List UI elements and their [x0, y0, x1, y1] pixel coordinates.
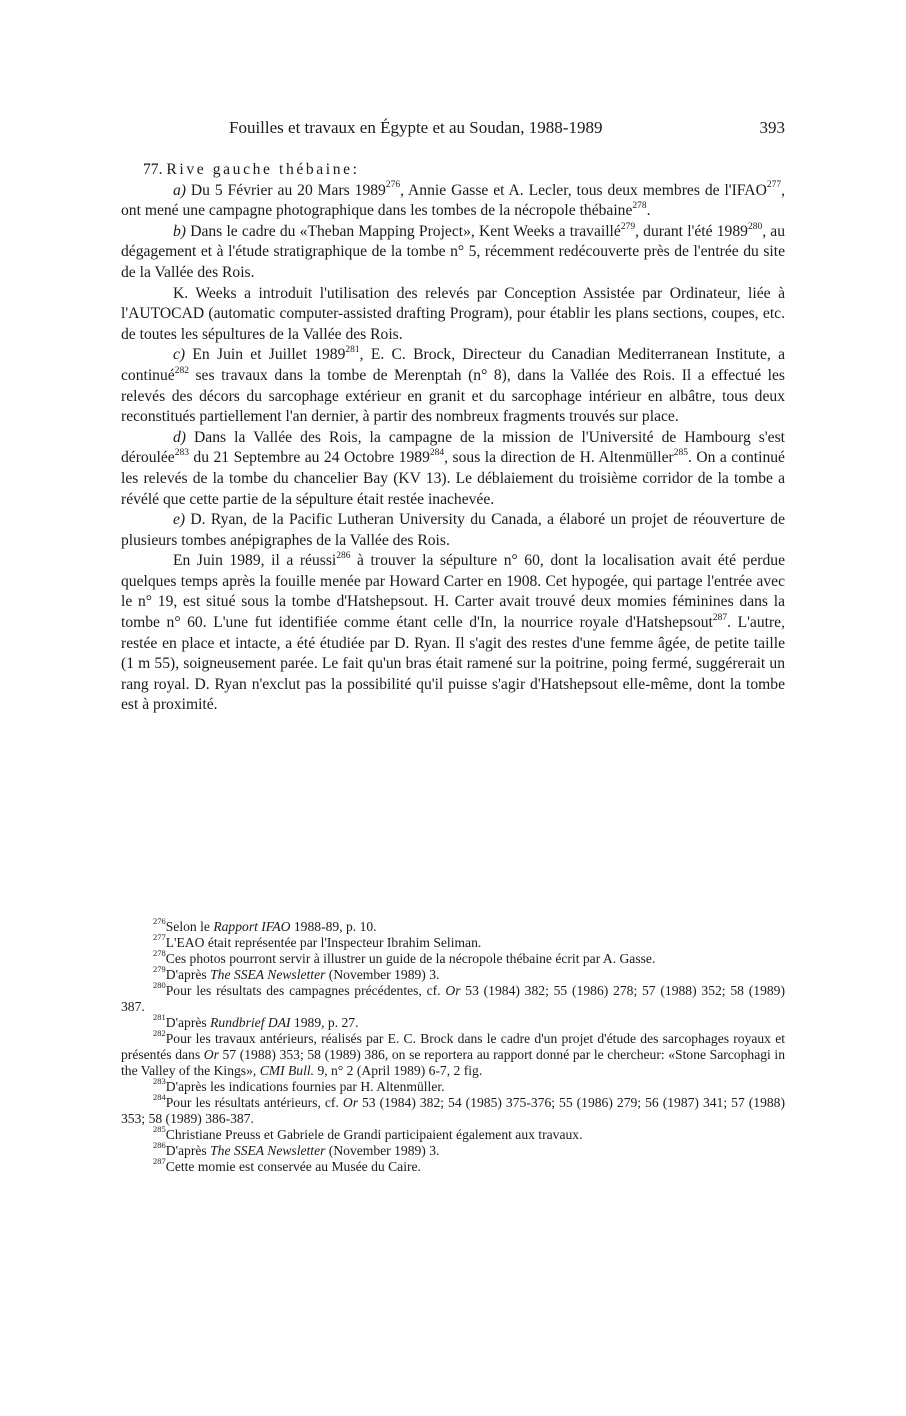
footnote-number: 279: [153, 964, 166, 975]
footnote-number: 280: [153, 980, 166, 991]
footnote-number: 276: [153, 916, 166, 927]
paragraph-weeks: K. Weeks a introduit l'utilisation des relevés par Conception Assistée par Ordinateur, liée à l'AUTOCAD (automatic computer-assisted drafting Program), pour établir les plans sections, coupes, etc. de toutes les sépultures de la Vallée des Rois.: [121, 284, 785, 343]
paragraph-text: . L'autre, restée en place et intacte, a été étudiée par D. Ryan. Il s'agit des restes d'une femme âgée, de petite taille (1 m 55), soigneusement parée. Le fait qu'un bras était ramené sur la poitrine, poing fermé, suggérerait un rang royal. D. Ryan n'exclut pas la possibilité qu'il puisse s'agir d'Hatshepsout elle-même, dont la tombe est à proximité.: [121, 614, 785, 714]
footnote: [121, 916, 785, 935]
footnote-text: Ces photos pourront servir à illustrer un guide de la nécropole thébaine écrit par A. Gasse.: [165, 951, 656, 966]
paragraph-text: , E. C. Brock, Directeur du Canadian Mediterranean Institute, a continué: [121, 346, 785, 384]
paragraph-text: ses travaux dans la tombe de Merenptah (n° 8), dans la Vallée des Rois. Il a effectué les relevés des décors du sarcophage extérieur en granit et du sarcophage intérieur en albâtre, tous deux reconstitués partiellement l'an dernier, à partir des nombreux fragments trouvés sur place.: [121, 366, 785, 426]
footnote-text: 1988-89, p. 10.: [290, 919, 377, 934]
footnote-text: D'après: [165, 1015, 211, 1030]
paragraph-juin: [121, 551, 785, 716]
paragraph-text: Dans la Vallée des Rois, la campagne de la mission de l'Université de Hambourg s'est déroulée: [121, 428, 785, 467]
paragraph-label: a): [173, 181, 186, 199]
footnote-ref[interactable]: 283: [174, 448, 189, 459]
page-number: 393: [759, 118, 785, 137]
paragraph-text: . On a continué les relevés de la tombe du chancelier Bay (KV 13). Le déblaiement du troisième corridor de la tombe a révélé que cette partie de la sépulture était restée inachevée.: [121, 449, 785, 508]
running-title: Fouilles et travaux en Égypte et au Soudan, 1988-1989: [229, 118, 603, 137]
footnote-italic: CMI Bull.: [259, 1063, 315, 1078]
footnote: [121, 932, 785, 951]
paragraph-text: .: [646, 202, 651, 220]
footnote-ref[interactable]: 287: [712, 612, 728, 623]
section-title: Rive gauche thébaine:: [166, 161, 360, 178]
footnote-number: 282: [153, 1028, 166, 1039]
footnote-text: L'EAO était représentée par l'Inspecteur Ibrahim Seliman.: [165, 935, 482, 950]
footnote-number: 284: [153, 1092, 166, 1103]
paragraph-text: En Juin et Juillet 1989: [185, 346, 346, 364]
footnote: [121, 1156, 785, 1175]
paragraph-text: , Annie Gasse et A. Lecler, tous deux membres de l'IFAO: [400, 181, 767, 199]
footnote-ref[interactable]: 276: [385, 180, 401, 191]
footnotes: [121, 916, 785, 1175]
paragraph-label: c): [173, 346, 186, 364]
footnote-text: D'après: [165, 967, 211, 982]
footnote-italic: Rapport IFAO: [213, 919, 291, 934]
footnote-ref[interactable]: 280: [747, 221, 763, 232]
paragraph-text: , sous la direction de H. Altenmüller: [444, 449, 674, 467]
footnote-text: Cette momie est conservée au Musée du Caire.: [165, 1159, 421, 1174]
footnote-ref[interactable]: 286: [336, 551, 351, 562]
footnote-text: (November 1989) 3.: [325, 967, 440, 982]
footnote-italic: Rundbrief DAI: [210, 1015, 291, 1030]
footnote-number: 277: [153, 932, 166, 943]
paragraph-d: [121, 428, 785, 510]
footnote: [121, 948, 785, 967]
paragraph-text: , au dégagement et à l'étude stratigraphique de la tombe n° 5, récemment redécouverte près de l'entrée du site de la Vallée des Rois.: [121, 222, 786, 281]
footnote-number: 286: [153, 1140, 166, 1151]
footnote-ref[interactable]: 279: [620, 221, 636, 232]
paragraph-text: En Juin 1989, il a réussi: [173, 552, 337, 570]
footnote-text: Selon le: [165, 919, 214, 934]
footnote: [121, 980, 785, 1015]
paragraph-e: [121, 510, 785, 551]
paragraph-text: , durant l'été 1989: [635, 222, 748, 240]
footnote: [121, 1140, 785, 1159]
main-text: [121, 160, 785, 716]
footnote-text: Christiane Preuss et Gabriele de Grandi participaient également aux travaux.: [165, 1127, 583, 1142]
paragraph-text: Du 5 Février au 20 Mars 1989: [186, 181, 386, 199]
footnote-italic: The SSEA Newsletter: [210, 967, 326, 982]
footnote-text: 53 (1984) 382; 54 (1985) 375-376; 55 (1986) 279; 56 (1987) 341; 57 (1988) 353; 58 (1989) 386-387.: [121, 1095, 785, 1126]
section-heading: [121, 160, 785, 181]
paragraph-text: du 21 Septembre au 24 Octobre 1989: [188, 449, 430, 467]
footnote-ref[interactable]: 284: [429, 448, 445, 459]
footnote-number: 283: [153, 1076, 166, 1087]
footnote-text: 1989, p. 27.: [290, 1015, 359, 1030]
footnote: [121, 1092, 785, 1127]
footnote: [121, 1028, 785, 1079]
footnote-number: 287: [153, 1156, 166, 1167]
footnote-text: 53 (1984) 382; 55 (1986) 278; 57 (1988) 352; 58 (1989) 387.: [121, 983, 785, 1014]
footnote: [121, 1124, 785, 1143]
paragraph-text: , ont mené une campagne photographique dans les tombes de la nécropole thébaine: [121, 181, 785, 220]
paragraph-label: e): [173, 511, 186, 529]
footnote-text: Pour les résultats des campagnes précédentes, cf.: [165, 983, 446, 998]
footnote-italic: Or: [342, 1095, 358, 1110]
footnote-ref[interactable]: 285: [673, 448, 688, 459]
paragraph-a: [121, 181, 785, 222]
footnote-text: D'après les indications fournies par H. Altenmüller.: [165, 1079, 445, 1094]
footnote-text: 9, n° 2 (April 1989) 6-7, 2 fig.: [314, 1063, 483, 1078]
paragraph-text: D. Ryan, de la Pacific Lutheran University du Canada, a élaboré un projet de réouverture de plusieurs tombes anépigraphes de la Vallée des Rois.: [121, 511, 785, 549]
paragraph-text: Dans le cadre du «Theban Mapping Project», Kent Weeks a travaillé: [186, 222, 621, 240]
footnote-text: 57 (1988) 353; 58 (1989) 386, on se reportera au rapport donné par le chercheur: «Stone Sarcophagi in the Valley of the Kings»,: [121, 1047, 785, 1078]
footnote-text: D'après: [165, 1143, 211, 1158]
footnote-ref[interactable]: 278: [632, 201, 647, 211]
footnote-ref[interactable]: 282: [174, 365, 189, 376]
paragraph-b: [121, 222, 785, 284]
footnote-italic: The SSEA Newsletter: [210, 1143, 326, 1158]
footnote-italic: Or: [203, 1047, 219, 1062]
footnote-number: 285: [153, 1124, 166, 1135]
footnote-number: 281: [153, 1012, 166, 1023]
footnote-text: Pour les résultats antérieurs, cf.: [165, 1095, 343, 1110]
footnote-ref[interactable]: 281: [345, 345, 360, 356]
section-number: 77.: [143, 161, 163, 178]
paragraph-c: [121, 345, 785, 427]
page-body: [121, 118, 785, 716]
running-header: [121, 118, 785, 138]
paragraph-label: b): [173, 222, 186, 240]
footnote-text: (November 1989) 3.: [325, 1143, 440, 1158]
footnote: [121, 1076, 785, 1095]
paragraph-label: d): [173, 428, 186, 446]
footnote-text: Pour les travaux antérieurs, réalisés par E. C. Brock dans le cadre d'un projet d'étude des sarcophages royaux et présentés dans: [121, 1031, 785, 1062]
footnote: [121, 1012, 785, 1031]
footnote-number: 278: [153, 948, 166, 959]
footnote-ref[interactable]: 277: [766, 180, 782, 191]
footnote-italic: Or: [445, 983, 461, 998]
paragraph-text: à trouver la sépulture n° 60, dont la localisation avait été perdue quelques temps après la fouille menée par Howard Carter en 1908. Cet hypogée, qui partage l'entrée avec le n° 19, est situé sous la tombe d'Hatshepsout. H. Carter avait trouvé deux momies féminines dans la tombe n° 60. L'une fut identifiée comme étant celle d'In, la nourrice royale d'Hatshepsout: [121, 552, 785, 632]
footnote: [121, 964, 785, 983]
